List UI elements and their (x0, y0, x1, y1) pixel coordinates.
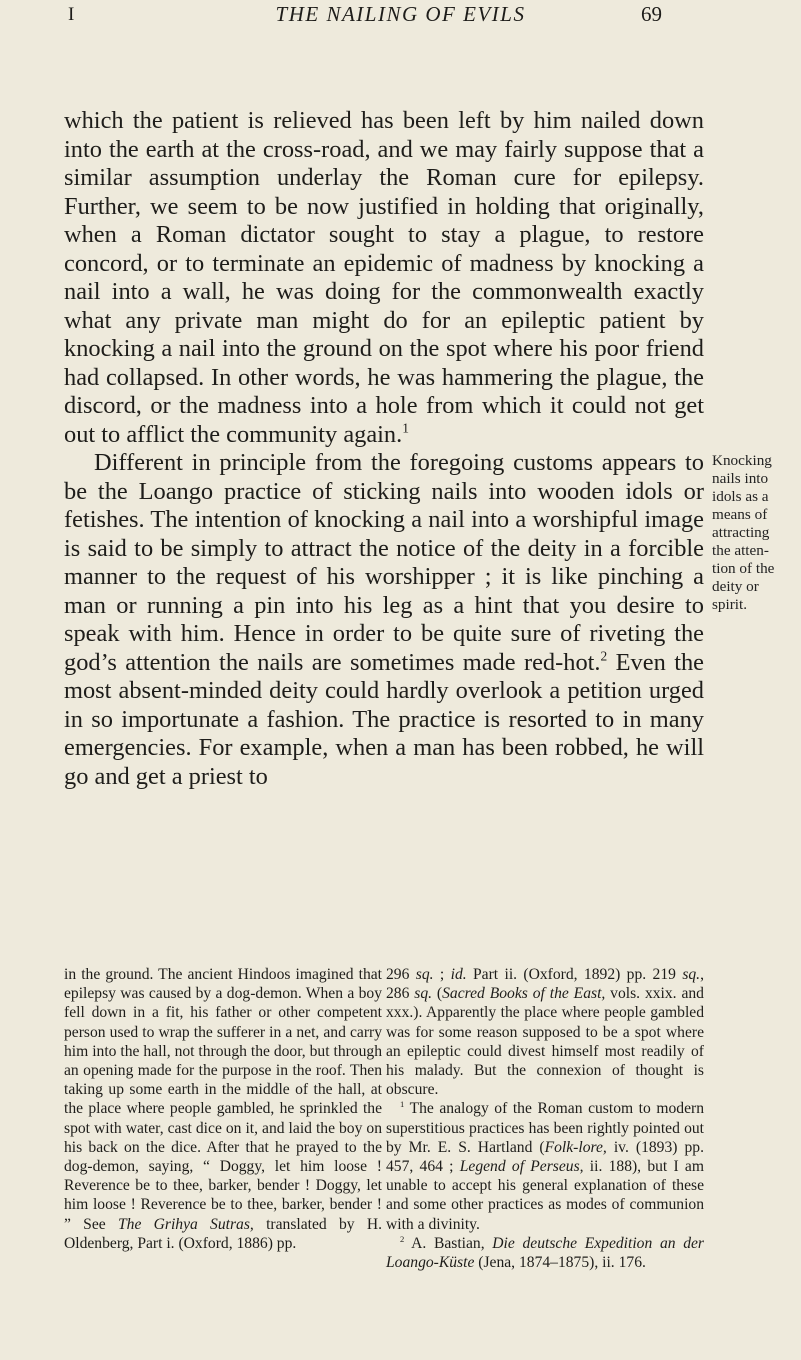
footnote-left-text: in the ground. The ancient Hindoos imagined that epilepsy was caused by a dog-demon. When a boy fell down in a fit, his father or other competent person used to wrap the sufferer in a net, and carry him into the hall, not through the door, but through an opening made for the purpose in the roof. Then taking up some earth in the middle of the hall, at the place where people gambled, he sprinkled the spot with water, cast dice on it, and laid the boy on his back on the dice. After that he prayed to the dog-demon, saying, “ Doggy, let him loose ! Reverence be to thee, barker, bender ! Doggy, let him loose ! Reverence be to thee, barker, bender ! ” See (64, 966, 382, 1233)
footnote-continuation-right (386, 965, 704, 1099)
footnote-left-tail: translated by H. Oldenberg, Part i. (Oxford, 1886) pp. (64, 1215, 382, 1252)
footnote-text: ii. 188), but I am unable to accept his general explanation of these and some other practices as modes of communion with a divinity. (386, 1158, 704, 1233)
paragraph-2 (64, 449, 704, 791)
book-title: Folk-lore, (544, 1138, 607, 1156)
book-title: The Grihya Sutras, (117, 1215, 254, 1233)
margin-note-line: spirit. (712, 596, 748, 613)
book-title: Sacred Books of the East, (442, 985, 606, 1003)
footnote-ref-1: 1 (402, 420, 409, 436)
paragraph-1-text: which the patient is relieved has been left by him nailed down into the earth at the cross-road, and we may fairly suppose that a similar assumption underlay the Roman cure for epilepsy. Further, we seem to be now justified in holding that originally, when a Roman dictator sought to stay a plague, to restore concord, or to terminate an epidemic of madness by knocking a nail into a wall, he was doing for the commonwealth exactly what any private man might do for an epileptic patient by knocking a nail into the ground on the spot where his poor friend had collapsed. In other words, he was hammering the plague, the discord, or the madness into a hole from which it could not get out to afflict the community again. (64, 107, 704, 448)
running-header (0, 0, 801, 40)
footnote-marker: 1 (400, 1099, 405, 1110)
margin-note-line: nails into (712, 470, 769, 487)
margin-note-line: means of (712, 506, 768, 523)
margin-note-line: tion of the (712, 560, 775, 577)
footnote-marker: 2 (400, 1233, 405, 1244)
paragraph-1 (64, 107, 704, 449)
main-text (64, 107, 704, 791)
running-title: THE NAILING OF EVILS (275, 2, 526, 26)
footnote-text: Part ii. (Oxford, 1892) pp. 219 (466, 966, 683, 983)
footnote-text: (Jena, 1874–1875), ii. 176. (474, 1254, 646, 1272)
book-title: Die deutsche Expedition an der Loango-Küste (386, 1234, 704, 1272)
footnote-text: A. Bastian, (404, 1234, 493, 1252)
footnote-text: ; (433, 966, 451, 983)
footnote-italic: sq. (415, 966, 434, 983)
footnote-continuation (64, 965, 382, 1253)
footnote-text: , 286 (386, 966, 704, 1003)
footnote-italic: id. (450, 966, 467, 983)
footnote-2 (386, 1234, 704, 1272)
footnote-text: vols. xxix. and xxx.). Apparently the place where people gambled was for some reason supposed to be a spot where an epileptic could divest himself most readily of his malady. But the connexion of thought is obscure. (386, 985, 704, 1099)
footnotes-left-column (64, 965, 382, 1253)
footnote-1 (386, 1099, 704, 1233)
paragraph-2-text-b: Even the most absent-minded deity could hardly overlook a petition urged in so importunate a fashion. The practice is resorted to in many emergencies. For example, when a man has been robbed, he will go and get a priest to (64, 648, 704, 790)
footnote-text: 296 (386, 966, 416, 983)
margin-note-line: deity or (712, 578, 759, 595)
footnotes-right-column (386, 965, 704, 1272)
footnote-text: The analogy of the Roman custom to modern superstitious practices has been rightly pointed out by Mr. E. S. Hartland ( (386, 1100, 704, 1156)
footnote-ref-2: 2 (600, 648, 608, 664)
page-number: 69 (641, 2, 662, 26)
margin-note-line: idols as a (712, 488, 769, 505)
footnote-text: ( (432, 985, 443, 1003)
margin-note-line: attracting (712, 524, 770, 541)
footnote-text: iv. (1893) pp. 457, 464 ; (386, 1138, 704, 1176)
margin-note (712, 452, 801, 614)
footnote-italic: sq. (414, 985, 433, 1003)
margin-note-line: Knocking (712, 452, 772, 469)
paragraph-2-text-a: Different in principle from the foregoing customs appears to be the Loango practice of sticking nails into wooden idols or fetishes. The intention of knocking a nail into a worshipful image is said to be simply to attract the notice of the deity in a forcible manner to the request of his worshipper ; it is like pinching a man or running a pin into his leg as a hint that you desire to speak with him. Hence in order to be quite sure of riveting the god’s attention the nails are sometimes made red-hot. (64, 449, 704, 676)
margin-note-line: the atten- (712, 542, 769, 559)
signature-mark: I (68, 4, 75, 25)
book-title: Legend of Perseus, (459, 1158, 584, 1176)
footnote-italic: sq. (682, 966, 701, 983)
